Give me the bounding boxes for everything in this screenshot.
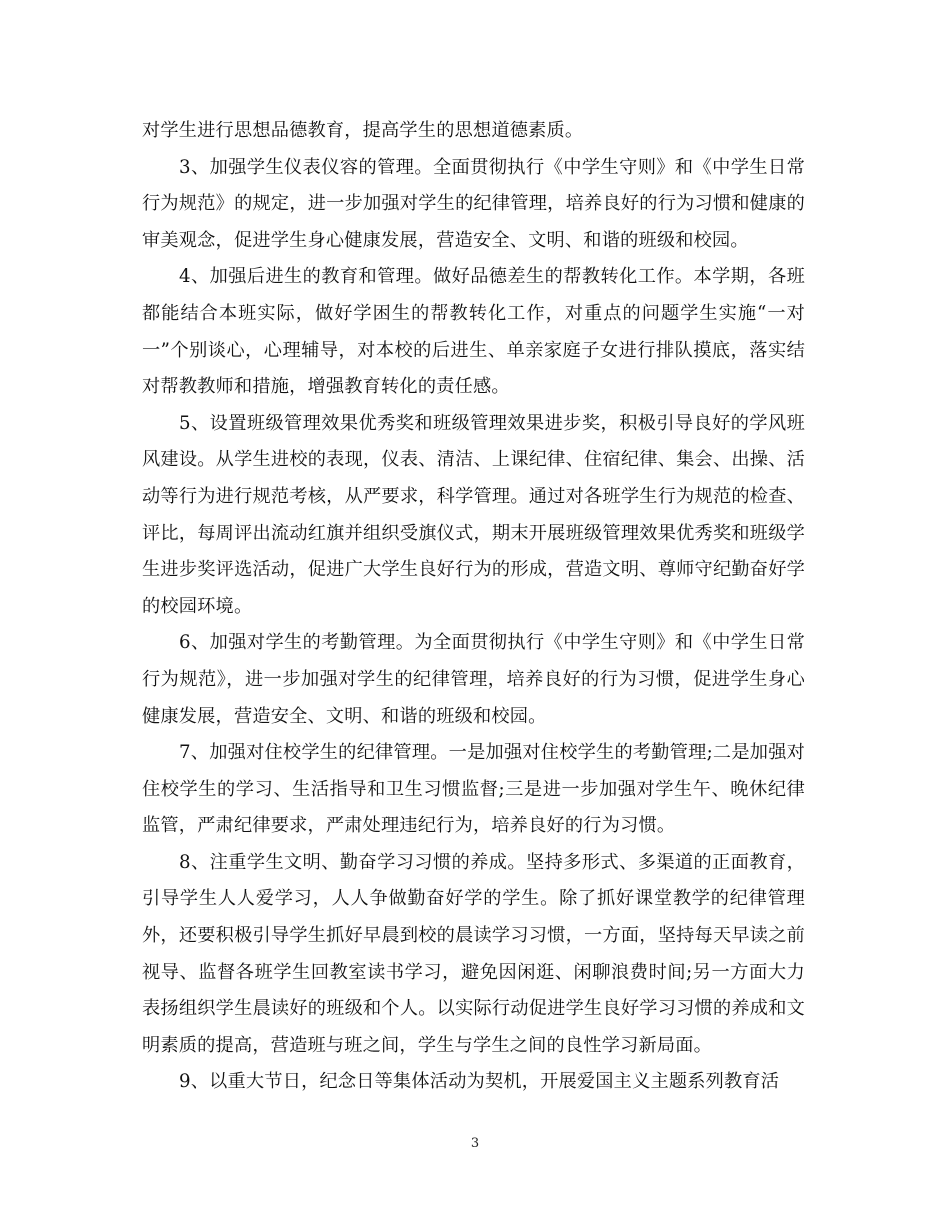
page-number: 3 [470, 1136, 480, 1151]
paragraph-item-8: 8、注重学生文明、勤奋学习习惯的养成。坚持多形式、多渠道的正面教育，引导学生人人爱学习，人人争做勤奋好学的学生。除了抓好课堂教学的纪律管理外，还要积极引导学生抓好早晨到校的晨读学习习惯，一方面，坚持每天早读之前视导、监督各班学生回教室读书学习，避免因闲逛、闲聊浪费时间;另一方面大力表扬组织学生晨读好的班级和个人。以实际行动促进学生良好学习习惯的养成和文明素质的提高，营造班与班之间，学生与学生之间的良性学习新局面。 [142, 851, 805, 1056]
paragraph-item-9: 9、以重大节日，纪念日等集体活动为契机，开展爱国主义主题系列教育活 [179, 1071, 780, 1093]
paragraph-item-4: 4、加强后进生的教育和管理。做好品德差生的帮教转化工作。本学期，各班都能结合本班实际，做好学困生的帮教转化工作，对重点的问题学生实施“一对一”个别谈心，心理辅导，对本校的后进生、单亲家庭子女进行排队摸底，落实结对帮教教师和措施，增强教育转化的责任感。 [142, 266, 805, 398]
paragraph-item-5: 5、设置班级管理效果优秀奖和班级管理效果进步奖，积极引导良好的学风班风建设。从学生进校的表现，仪表、清洁、上课纪律、住宿纪律、集会、出操、活动等行为进行规范考核，从严要求，科学管理。通过对各班学生行为规范的检查、评比，每周评出流动红旗并组织受旗仪式，期末开展班级管理效果优秀奖和班级学生进步奖评选活动，促进广大学生良好行为的形成，营造文明、尊师守纪勤奋好学的校园环境。 [142, 412, 805, 617]
paragraph-continuation: 对学生进行思想品德教育，提高学生的思想道德素质。 [142, 120, 584, 141]
document-body [142, 113, 805, 1101]
paragraph-item-3: 3、加强学生仪表仪容的管理。全面贯彻执行《中学生守则》和《中学生日常行为规范》的规定，进一步加强对学生的纪律管理，培养良好的行为习惯和健康的审美观念，促进学生身心健康发展，营造安全、文明、和谐的班级和校园。 [142, 156, 805, 251]
paragraph-item-6: 6、加强对学生的考勤管理。为全面贯彻执行《中学生守则》和《中学生日常行为规范》，进一步加强对学生的纪律管理，培养良好的行为习惯，促进学生身心健康发展，营造安全、文明、和谐的班级和校园。 [142, 632, 805, 727]
paragraph-item-7: 7、加强对住校学生的纪律管理。一是加强对住校学生的考勤管理;二是加强对住校学生的学习、生活指导和卫生习惯监督;三是进一步加强对学生午、晚休纪律监管，严肃纪律要求，严肃处理违纪行为，培养良好的行为习惯。 [142, 742, 805, 837]
